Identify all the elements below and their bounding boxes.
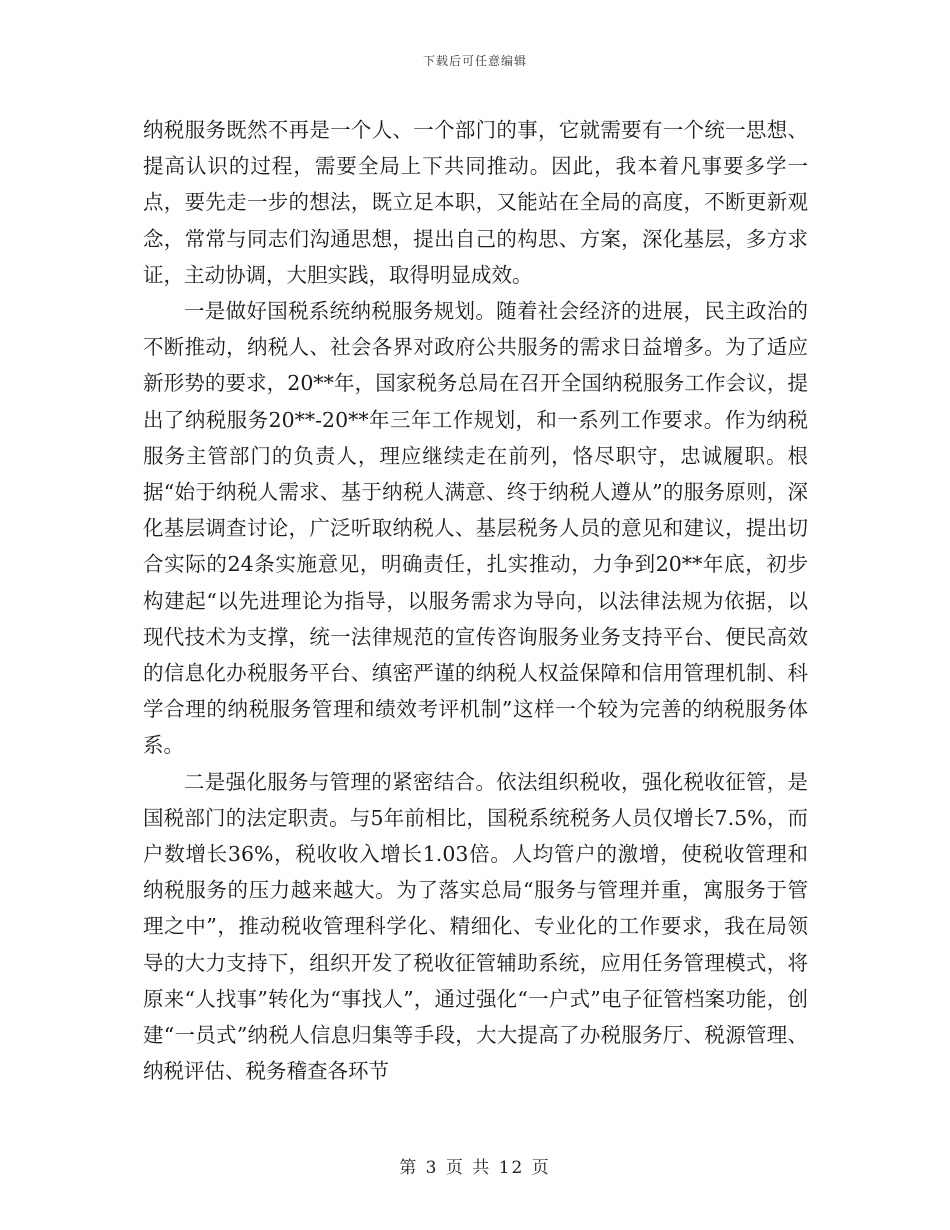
paragraph-2: 一是做好国税系统纳税服务规划。随着社会经济的进展，民主政治的不断推动，纳税人、社会各界对政府公共服务的需求日益增多。为了适应新形势的要求，20**年，国家税务总局在召开全国纳税服务工作会议，提出了纳税服务20**-20**年三年工作规划，和一系列工作要求。作为纳税服务主管部门的负责人，理应继续走在前列，恪尽职守，忠诚履职。根据“始于纳税人需求、基于纳税人满意、终于纳税人遵从”的服务原则，深化基层调查讨论，广泛听取纳税人、基层税务人员的意见和建议，提出切合实际的24条实施意见，明确责任，扎实推动，力争到20**年底，初步构建起“以先进理论为指导，以服务需求为导向，以法律法规为依据，以现代技术为支撑，统一法律规范的宣传咨询服务业务支持平台、便民高效的信息化办税服务平台、缜密严谨的纳税人权益保障和信用管理机制、科学合理的纳税服务管理和绩效考评机制”这样一个较为完善的纳税服务体系。	[143, 299, 808, 758]
page-number-footer: 第 3 页 共 12 页	[399, 1158, 551, 1178]
page-header: 下载后可任意编辑	[422, 54, 527, 68]
paragraph-3: 二是强化服务与管理的紧密结合。依法组织税收，强化税收征管，是国税部门的法定职责。与5年前相比，国税系统税务人员仅增长7.5%，而户数增长36%，税收收入增长1.03倍。人均管户的激增，使税收管理和纳税服务的压力越来越大。为了落实总局“服务与管理并重，寓服务于管理之中”，推动税收管理科学化、精细化、专业化的工作要求，我在局领导的大力支持下，组织开发了税收征管辅助系统，应用任务管理模式，将原来“人找事”转化为“事找人”，通过强化“一户式”电子征管档案功能，创建“一员式”纳税人信息归集等手段，大大提高了办税服务厅、税源管理、纳税评估、税务稽查各环节	[143, 769, 808, 1084]
document-body	[143, 112, 808, 1089]
paragraph-1: 纳税服务既然不再是一个人、一个部门的事，它就需要有一个统一思想、提高认识的过程，需要全局上下共同推动。因此，我本着凡事要多学一点，要先走一步的想法，既立足本职，又能站在全局的高度，不断更新观念，常常与同志们沟通思想，提出自己的构思、方案，深化基层，多方求证，主动协调，大胆实践，取得明显成效。	[143, 118, 808, 287]
